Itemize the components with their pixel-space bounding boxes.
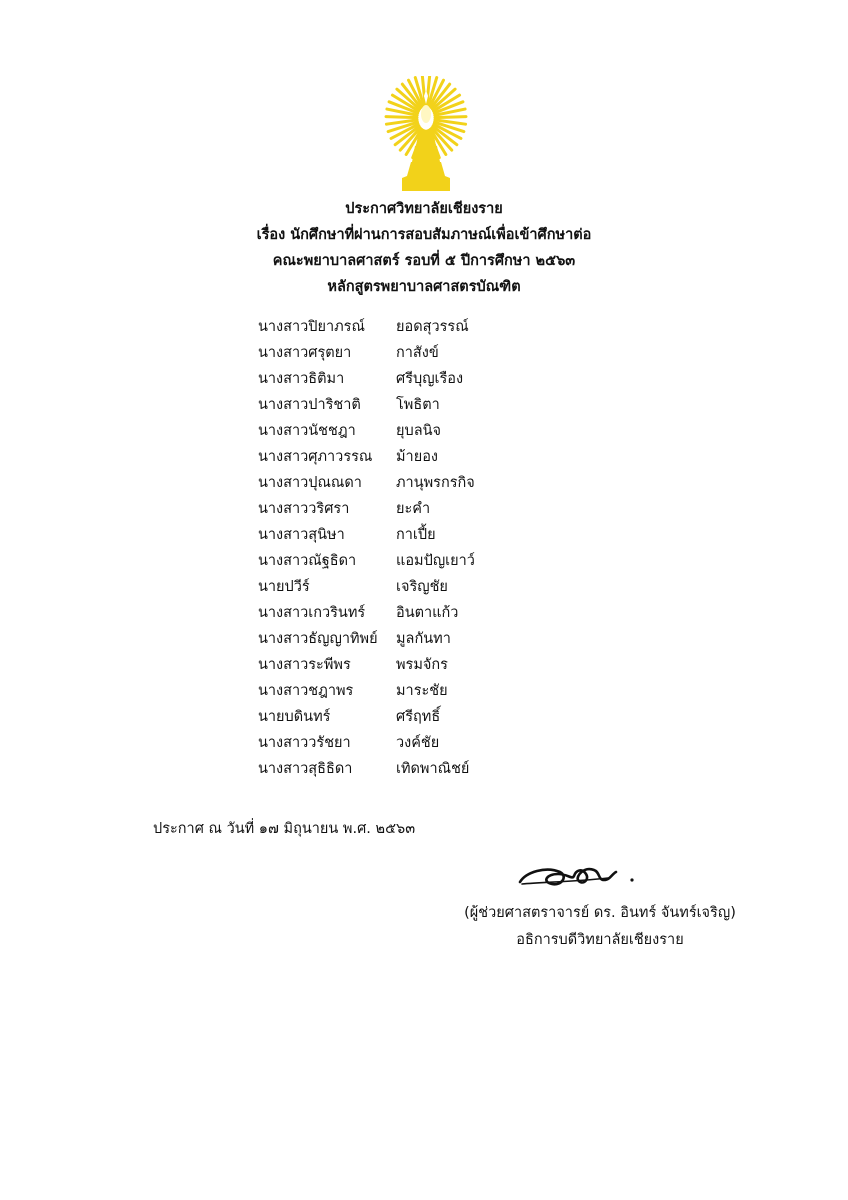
student-row xyxy=(258,496,556,522)
student-last-name: ศรีบุญเรือง xyxy=(396,371,464,387)
student-last-name: วงค์ชัย xyxy=(396,735,440,751)
student-first-name: นายบดินทร์ xyxy=(258,709,331,725)
student-first-name: นางสาวณัฐธิดา xyxy=(258,553,357,569)
student-last-name: ศรีฤทธิ์ xyxy=(396,709,441,725)
student-row xyxy=(258,704,556,730)
student-last-name: ยุบลนิจ xyxy=(396,423,441,439)
heading-subject: เรื่อง นักศึกษาที่ผ่านการสอบสัมภาษณ์เพื่อเข้าศึกษาต่อ xyxy=(256,227,592,243)
student-last-name: มูลกันทา xyxy=(396,631,451,647)
student-last-name: กาเปี้ย xyxy=(396,527,436,543)
student-first-name: นางสาวสุธิธิดา xyxy=(258,761,353,777)
student-first-name: นางสาวชฎาพร xyxy=(258,683,354,699)
student-row xyxy=(258,418,556,444)
student-last-name: อินตาแก้ว xyxy=(396,605,459,621)
student-first-name: นายปวีร์ xyxy=(258,579,310,595)
student-row xyxy=(258,392,556,418)
student-first-name: นางสาวธัญญาทิพย์ xyxy=(258,631,378,647)
student-last-name: มาระชัย xyxy=(396,683,448,699)
student-last-name: ภานุพรกรกิจ xyxy=(396,475,475,491)
signer-name: (ผู้ช่วยศาสตราจารย์ ดร. อินทร์ จันทร์เจริญ) xyxy=(464,905,736,921)
student-first-name: นางสาวธิติมา xyxy=(258,371,345,387)
student-row xyxy=(258,366,556,392)
student-last-name: เจริญชัย xyxy=(396,579,448,595)
student-row xyxy=(258,522,556,548)
student-first-name: นางสาวปาริชาติ xyxy=(258,397,361,413)
student-first-name: นางสาวปิยาภรณ์ xyxy=(258,319,365,335)
student-last-name: ยะคำ xyxy=(396,501,431,517)
student-last-name: พรมจักร xyxy=(396,657,448,673)
handwritten-signature-icon xyxy=(512,852,640,896)
student-row xyxy=(258,444,556,470)
student-first-name: นางสาวปุณณดา xyxy=(258,475,362,491)
student-first-name: นางสาวศรุตยา xyxy=(258,345,352,361)
student-row xyxy=(258,626,556,652)
student-last-name: ยอดสุวรรณ์ xyxy=(396,319,469,335)
signer-block xyxy=(430,900,770,954)
student-first-name: นางสาวสุนิษา xyxy=(258,527,345,543)
student-row xyxy=(258,340,556,366)
student-row xyxy=(258,756,556,782)
student-row xyxy=(258,652,556,678)
student-list xyxy=(258,314,556,782)
student-first-name: นางสาวระพีพร xyxy=(258,657,351,673)
announcement-date: ประกาศ ณ วันที่ ๑๗ มิถุนายน พ.ศ. ๒๕๖๓ xyxy=(153,821,416,837)
student-row xyxy=(258,314,556,340)
student-row xyxy=(258,574,556,600)
student-first-name: นางสาวเกวรินทร์ xyxy=(258,605,366,621)
student-row xyxy=(258,678,556,704)
student-last-name: เทิดพาณิชย์ xyxy=(396,761,470,777)
heading-institution: ประกาศวิทยาลัยเชียงราย xyxy=(345,201,503,217)
student-row xyxy=(258,730,556,756)
signer-title: อธิการบดีวิทยาลัยเชียงราย xyxy=(516,932,684,948)
heading-program: หลักสูตรพยาบาลศาสตรบัณฑิต xyxy=(327,279,521,295)
student-first-name: นางสาวนัชชฎา xyxy=(258,423,356,439)
student-last-name: แอมปัญเยาว์ xyxy=(396,553,475,569)
announcement-heading xyxy=(0,196,848,300)
student-row xyxy=(258,548,556,574)
student-last-name: ม้ายอง xyxy=(396,449,438,465)
student-last-name: โพธิตา xyxy=(396,397,440,413)
student-first-name: นางสาววรัชยา xyxy=(258,735,351,751)
student-last-name: กาสังข์ xyxy=(396,345,439,361)
student-row xyxy=(258,600,556,626)
heading-faculty-round: คณะพยาบาลศาสตร์ รอบที่ ๕ ปีการศึกษา ๒๕๖๓ xyxy=(272,253,576,269)
student-row xyxy=(258,470,556,496)
student-first-name: นางสาววริศรา xyxy=(258,501,350,517)
student-first-name: นางสาวศุภาวรรณ xyxy=(258,449,373,465)
university-emblem-icon xyxy=(384,76,468,194)
